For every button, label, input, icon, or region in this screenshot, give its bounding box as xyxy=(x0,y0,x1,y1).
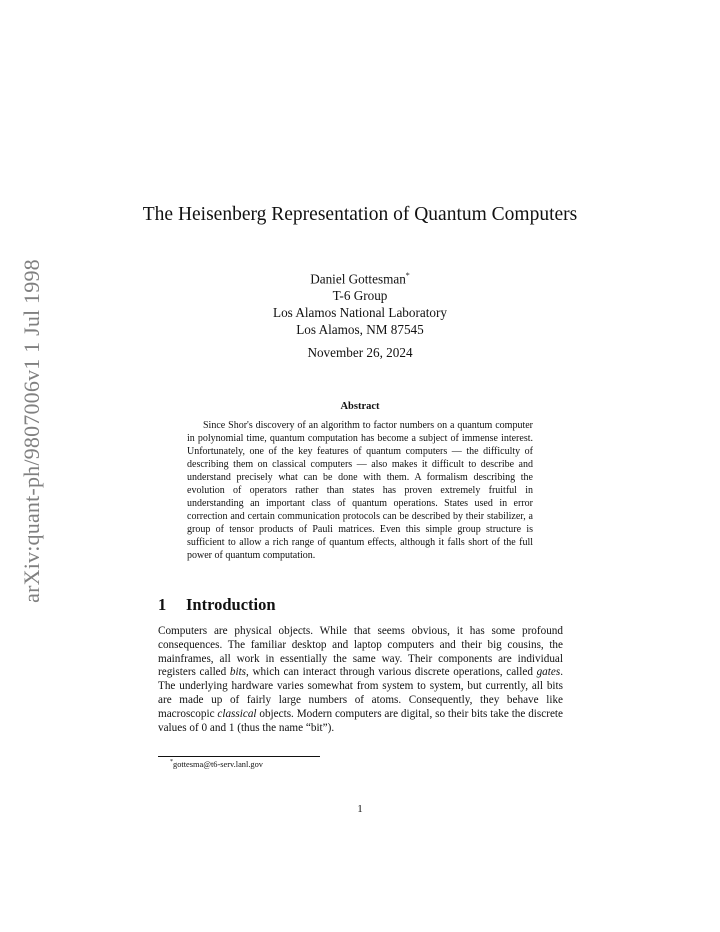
abstract-text: Since Shor's discovery of an algorithm to factor numbers on a quantum computer in polynomial time, quantum computation has become a subject of immense interest. Unfortunately, one of the key features of quantum computers — the difficulty of describing them on classical computers — also makes it difficult to describe and understand precisely what can be done with them. A formalism describing the evolution of operators rather than states has proven extremely fruitful in understanding an important class of quantum operations. States used in error correction and certain communication protocols can be described by their stabilizer, a group of tensor products of Pauli matrices. Even this simple group structure is sufficient to allow a rich range of quantum effects, although it falls short of the full power of quantum computation. xyxy=(187,420,533,561)
page-number: 1 xyxy=(357,803,363,815)
intro-text-part3: . The underlying hardware varies somewhat from system to system, but currently, all bits are made up of fairly large numbers of atoms. Consequently, they behave like macroscopic xyxy=(158,666,563,720)
footnote-rule xyxy=(158,756,320,757)
abstract-heading: Abstract xyxy=(340,401,380,412)
footnote-email: gottesma@t6-serv.lanl.gov xyxy=(173,759,263,769)
intro-emphasis-gates: gates xyxy=(536,666,561,679)
section-heading xyxy=(158,595,562,615)
arxiv-identifier-stamp: arXiv:quant-ph/9807006v1 1 Jul 1998 xyxy=(19,259,44,603)
introduction-paragraph xyxy=(158,625,563,735)
author-block xyxy=(160,267,560,338)
footnote-mark: * xyxy=(170,759,173,765)
author-name: Daniel Gottesman xyxy=(310,271,406,287)
author-footnote-mark: * xyxy=(405,271,410,280)
intro-text-part2: , which can interact through various discrete operations, called xyxy=(246,666,537,679)
intro-text-part1: Computers are physical objects. While that seems obvious, it has some profound consequences. The familiar desktop and laptop computers and their big cousins, the mainframes, all work in essentially the same way. Their components are individual registers called xyxy=(158,625,563,679)
author-institution: Los Alamos National Laboratory xyxy=(273,305,447,321)
section-title: Introduction xyxy=(186,595,276,614)
section-number: 1 xyxy=(158,595,167,614)
intro-emphasis-classical: classical xyxy=(217,707,257,720)
paper-title: The Heisenberg Representation of Quantum Computers xyxy=(142,204,578,225)
paper-date: November 26, 2024 xyxy=(307,345,413,360)
intro-text-part4: objects. Modern computers are digital, so their bits take the discrete values of 0 and 1 (thus the name “bit”). xyxy=(158,707,563,734)
footnote xyxy=(170,759,263,769)
intro-emphasis-bits: bits xyxy=(229,666,247,679)
author-location: Los Alamos, NM 87545 xyxy=(296,322,424,338)
author-group: T-6 Group xyxy=(332,288,388,304)
author-name-line xyxy=(160,267,560,287)
